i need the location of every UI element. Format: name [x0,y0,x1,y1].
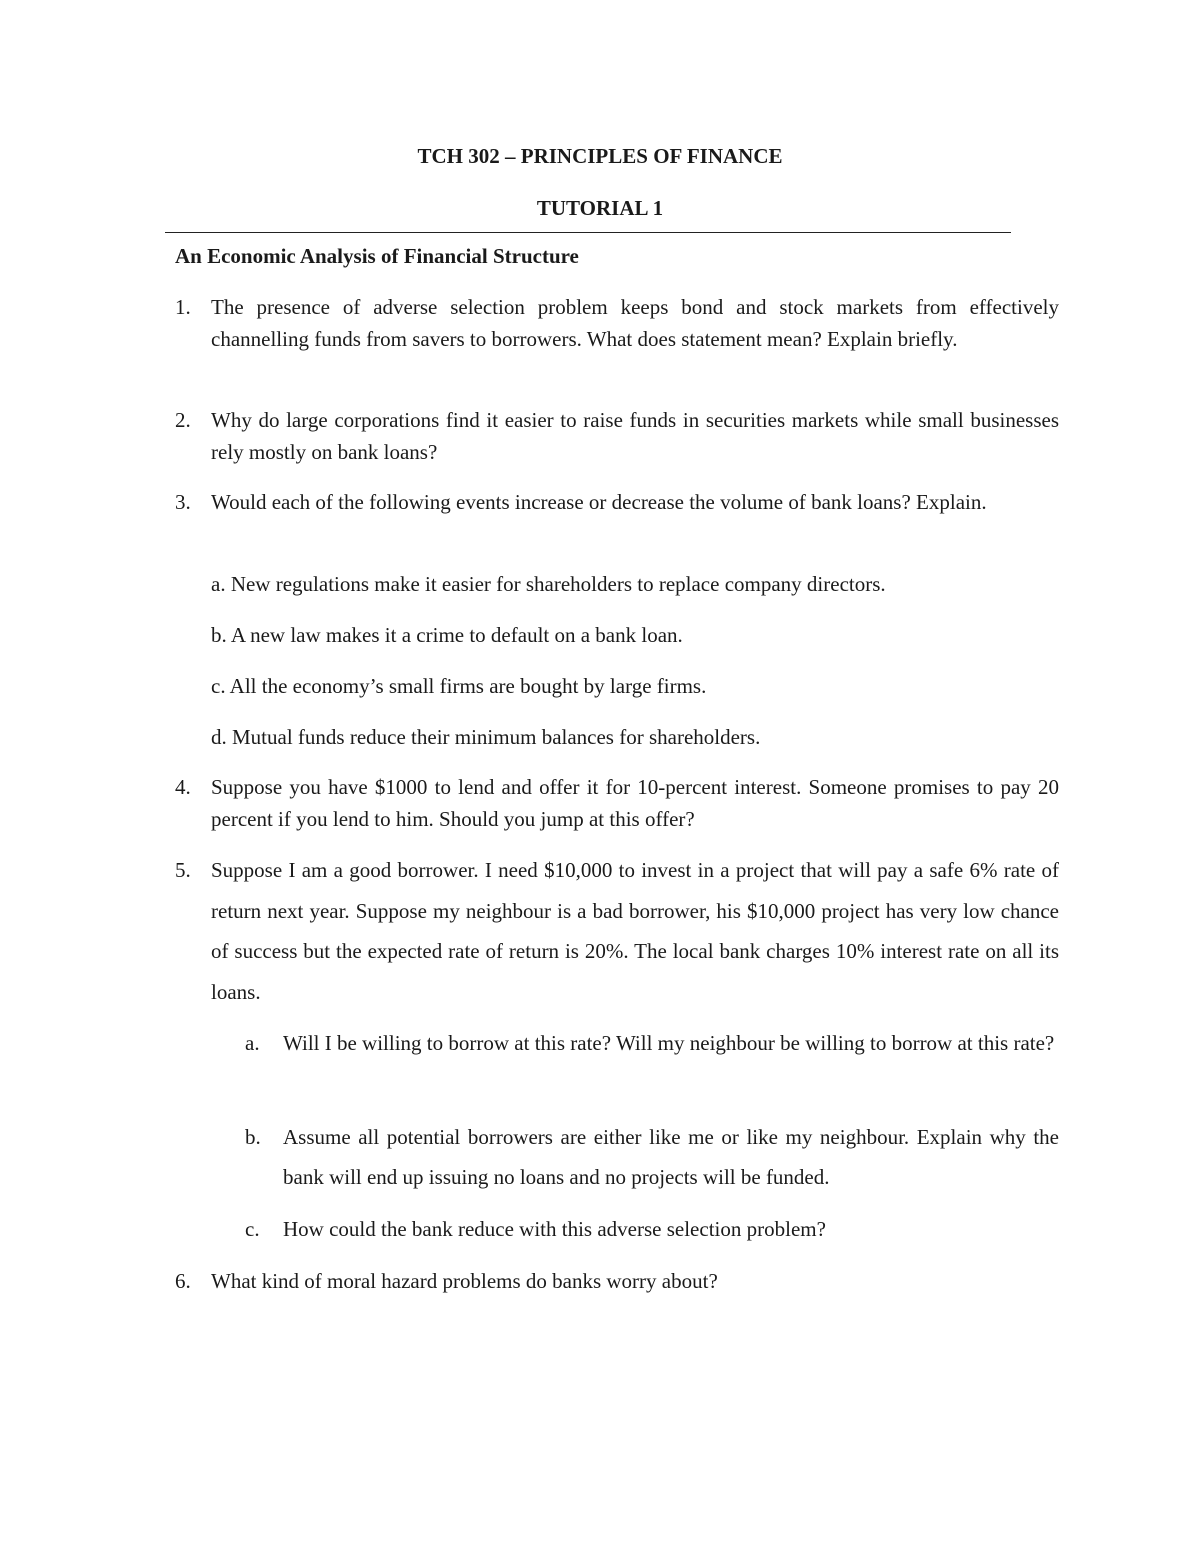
question-text: The presence of adverse selection problem keeps bond and stock markets from effectively channelling funds from savers to borrowers. What does statement mean? Explain briefly. [211,295,1059,351]
question-5-subitem-c [245,1210,1059,1250]
question-text: Suppose I am a good borrower. I need $10,000 to invest in a project that will pay a safe 6% rate of return next year. Suppose my neighbour is a bad borrower, his $10,000 project has very low chance of success but the expected rate of return is 20%. The local bank charges 10% interest rate on all its loans. [211,858,1059,1004]
question-5 [175,850,1059,1012]
question-3-subitem-d: d. Mutual funds reduce their minimum balances for shareholders. [211,725,761,749]
question-3-subitem-c: c. All the economy’s small firms are bought by large firms. [211,674,707,698]
question-text: What kind of moral hazard problems do banks worry about? [211,1269,718,1293]
tutorial-title: TUTORIAL 1 [536,196,664,220]
question-3 [175,487,1059,519]
question-number: 4. [175,775,191,799]
question-number: 5. [175,858,191,882]
subitem-text: How could the bank reduce with this adverse selection problem? [283,1217,826,1241]
subitem-text: Assume all potential borrowers are either like me or like my neighbour. Explain why the bank will end up issuing no loans and no projects will be funded. [283,1125,1059,1189]
subitem-label: a. [245,1031,260,1055]
question-text: Why do large corporations find it easier to raise funds in securities markets while small businesses rely mostly on bank loans? [211,408,1059,464]
subitem-label: c. [245,1217,260,1241]
title-divider [165,232,1011,233]
question-number: 2. [175,408,191,432]
question-5-subitem-a [245,1024,1059,1064]
question-text: Would each of the following events increase or decrease the volume of bank loans? Explain. [211,490,987,514]
question-4 [175,772,1059,835]
question-2 [175,405,1059,468]
subitem-label: b. [245,1125,261,1149]
question-number: 6. [175,1269,191,1293]
question-number: 1. [175,295,191,319]
course-title: TCH 302 – PRINCIPLES OF FINANCE [417,144,783,168]
question-3-subitem-b: b. A new law makes it a crime to default on a bank loan. [211,623,683,647]
section-heading: An Economic Analysis of Financial Structure [175,244,579,268]
question-3-subitem-a: a. New regulations make it easier for shareholders to replace company directors. [211,572,886,596]
question-5-subitem-b [245,1118,1059,1197]
question-6 [175,1266,1059,1298]
subitem-text: Will I be willing to borrow at this rate? Will my neighbour be willing to borrow at this rate? [283,1031,1055,1055]
question-1 [175,292,1059,355]
question-number: 3. [175,490,191,514]
question-text: Suppose you have $1000 to lend and offer it for 10-percent interest. Someone promises to pay 20 percent if you lend to him. Should you jump at this offer? [211,775,1059,831]
